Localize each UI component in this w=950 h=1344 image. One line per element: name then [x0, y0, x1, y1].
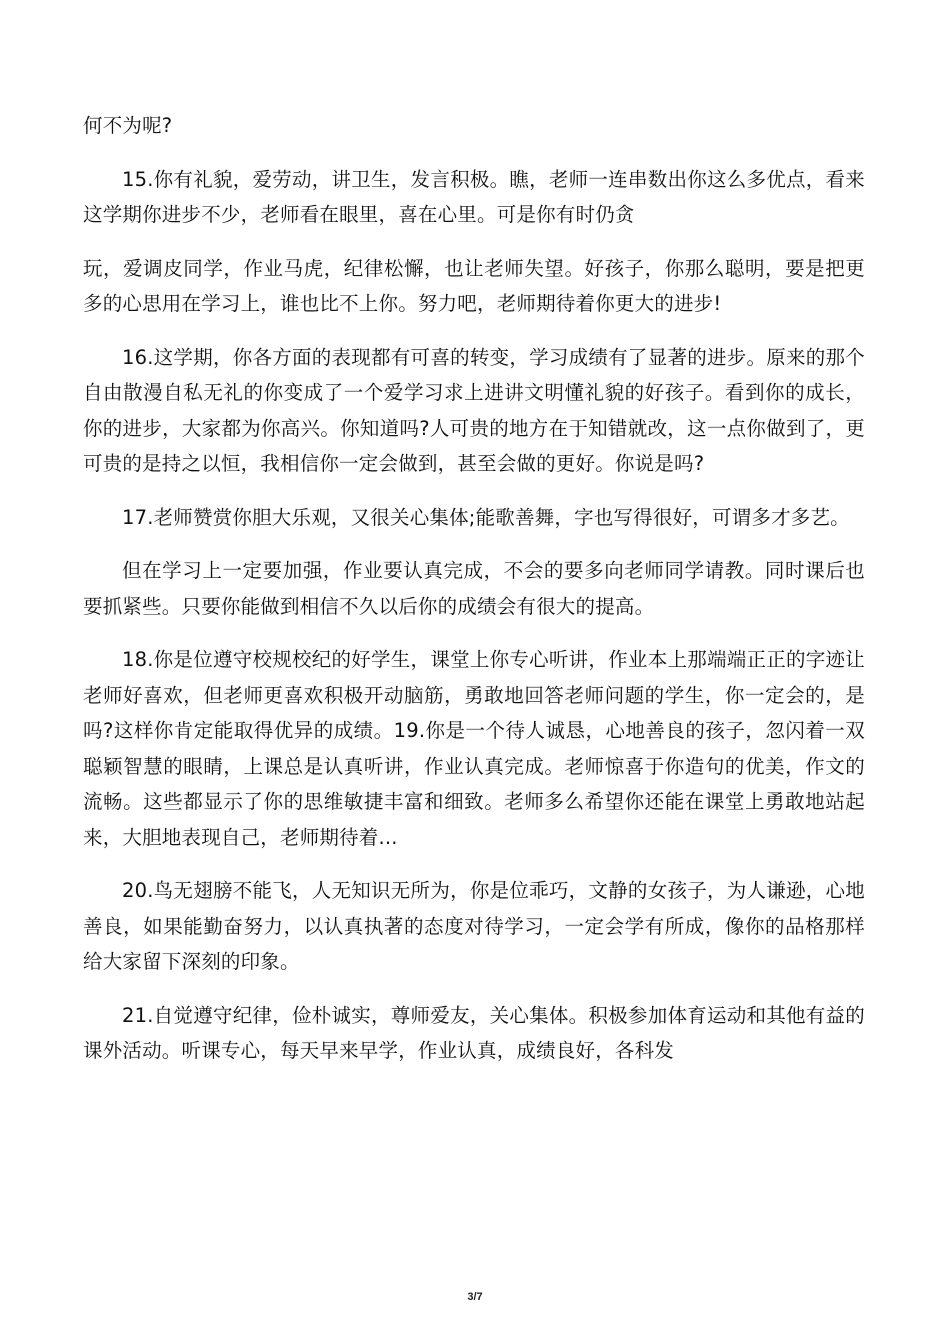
paragraph-comment-16: 16.这学期，你各方面的表现都有可喜的转变，学习成绩有了显著的进步。原来的那个自由散漫自私无礼的你变成了一个爱学习求上进讲文明懂礼貌的好孩子。看到你的成长，你的进步，大家都为你高兴。你知道吗?人可贵的地方在于知错就改，这一点你做到了，更可贵的是持之以恒，我相信你一定会做到，甚至会做的更好。你说是吗? — [83, 345, 865, 475]
paragraph-comment-15-continued: 玩，爱调皮同学，作业马虎，纪律松懈，也让老师失望。好孩子，你那么聪明，要是把更多的心思用在学习上，谁也比不上你。努力吧，老师期待着你更大的进步! — [83, 256, 865, 315]
paragraph-comment-15: 15.你有礼貌，爱劳动，讲卫生，发言积极。瞧，老师一连串数出你这么多优点，看来这学期你进步不少，老师看在眼里，喜在心里。可是你有时仍贪 — [83, 167, 865, 226]
page-number: 3/7 — [467, 1291, 483, 1303]
paragraph-comment-17-continued: 但在学习上一定要加强，作业要认真完成，不会的要多向老师同学请教。同时课后也要抓紧些。只要你能做到相信不久以后你的成绩会有很大的提高。 — [83, 559, 865, 618]
paragraph-0: 何不为呢? — [83, 114, 173, 137]
paragraph-comment-20: 20.鸟无翅膀不能飞，人无知识无所为，你是位乖巧，文静的女孩子，为人谦逊，心地善良，如果能勤奋努力，以认真执著的态度对待学习，一定会学有所成，像你的品格那样给大家留下深刻的印象。 — [83, 879, 865, 973]
paragraph-comment-18-19: 18.你是位遵守校规校纪的好学生，课堂上你专心听讲，作业本上那端端正正的字迹让老师好喜欢，但老师更喜欢积极开动脑筋，勇敢地回答老师问题的学生，你一定会的，是吗?这样你肯定能取得优异的成绩。19.你是一个待人诚恳，心地善良的孩子，忽闪着一双聪颖智慧的眼睛，上课总是认真听讲，作业认真完成。老师惊喜于你造句的优美，作文的流畅。这些都显示了你的思维敏捷丰富和细致。老师多么希望你还能在课堂上勇敢地站起来，大胆地表现自己，老师期待着... — [83, 648, 865, 849]
paragraph-comment-17: 17.老师赞赏你胆大乐观，又很关心集体;能歌善舞，字也写得很好，可谓多才多艺。 — [122, 505, 850, 529]
document-body — [83, 108, 865, 1087]
paragraph-comment-21: 21.自觉遵守纪律，俭朴诚实，尊师爱友，关心集体。积极参加体育运动和其他有益的课外活动。听课专心，每天早来早学，作业认真，成绩良好，各科发 — [83, 1003, 865, 1062]
